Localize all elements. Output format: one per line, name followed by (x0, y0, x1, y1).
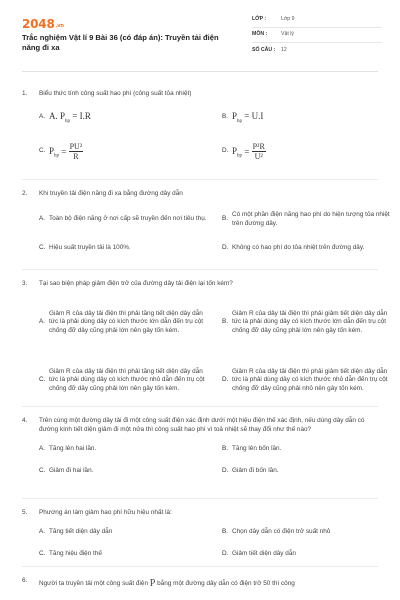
question-head (22, 80, 378, 99)
question-text: Khi truyền tải điện năng đi xa bằng đường dây dẫn (39, 190, 183, 197)
option-text: Chọn dây dẫn có điện trở suất nhỏ (232, 528, 331, 536)
option-text: Giảm đi hai lần. (49, 466, 94, 474)
option-text: Tăng lên bốn lần. (232, 444, 282, 452)
option-text: Giảm R của dây tải điện thì phải giảm tiết diện dây dẫn tức là phải dùng dây có kích thước nhỏ dẫn đến trụ cột chống đỡ dây cũng phải nhỏ nên gây tốn kém. (232, 367, 388, 392)
option-text: Không có hao phí do tỏa nhiệt trên đường dây. (232, 244, 365, 252)
formula-prefix: A. (49, 110, 58, 121)
option-label: B. (222, 318, 229, 326)
option-label: D. (222, 550, 229, 558)
formula-sub: hp (237, 118, 243, 124)
option-grid (22, 103, 378, 171)
option-d[interactable] (222, 544, 395, 566)
option-label: A. (39, 215, 46, 223)
option-text: Tăng lên hai lần. (49, 444, 97, 452)
option-label: A. (39, 444, 46, 452)
option-c[interactable] (39, 354, 212, 408)
question-list (22, 72, 390, 591)
option-grid (22, 522, 378, 566)
meta-key: LỚP : (252, 16, 267, 23)
formula-lhs: P (232, 110, 238, 121)
fraction-numerator: P²R (252, 141, 265, 151)
option-text: Giảm R của dây tải điện thì phải giảm tiết diện dây dẫn tức là phải dùng dây có kích thước lớn dẫn đến trụ cột chống đỡ dây cũng phải lớn nên gây tốn kém. (232, 309, 388, 334)
option-text: Giảm đi bốn lần. (232, 466, 279, 474)
option-label: A. (39, 113, 46, 121)
question-text-after: bằng một đường dây dẫn có điện trở 50 thì công (157, 580, 295, 587)
option-b[interactable] (222, 296, 395, 350)
option-label: C. (39, 550, 46, 558)
logo-suffix: .vn (55, 23, 64, 29)
option-label: B. (222, 528, 229, 536)
option-b[interactable] (222, 438, 395, 460)
question-2 (22, 180, 390, 270)
option-b[interactable] (222, 205, 395, 235)
question-text: Trên cùng một đường dây tải đi một công suất điện xác định dưới một hiệu điện thế xác định, nếu dùng dây dẫn có đường kính tiết diện giảm đi một nửa thì công suất hao phí vì toả nhiệt sẽ thay đổi như thế nào? (39, 417, 365, 433)
question-text: Biểu thức tính công suất hao phí (công suất tỏa nhiệt) (39, 90, 192, 97)
option-d[interactable] (222, 235, 395, 263)
question-6 (22, 567, 378, 591)
option-text: Tăng hiệu điện thế (49, 550, 102, 558)
option-label: A. (39, 318, 46, 326)
question-head (22, 499, 378, 518)
question-4 (22, 407, 378, 499)
option-grid (22, 296, 388, 408)
formula (49, 110, 91, 126)
question-5 (22, 499, 378, 567)
question-3 (22, 270, 388, 407)
question-text: Tại sao biện pháp giảm điện trở của đường dây tải điện lại tốn kém? (39, 280, 233, 287)
question-text: Phương án làm giảm hao phí hữu hiệu nhất là: (39, 509, 172, 516)
fraction (252, 142, 266, 161)
option-text: Giảm tiết diện dây dẫn (232, 550, 296, 558)
question-head (22, 270, 378, 289)
formula-lhs: P (232, 145, 238, 156)
meta-value: Lớp 9 (281, 16, 295, 23)
option-text: Có một phần điện năng hao phí do hiện tượng tỏa nhiệt trên đường dây. (232, 211, 390, 227)
fraction-denominator: R (73, 152, 79, 162)
formula-rhs: = I.R (72, 110, 91, 121)
option-d[interactable] (222, 354, 395, 408)
document-header (22, 0, 378, 72)
formula: $P_{hp}$ = $\frac{\text{P²R}}{\text{U²}}$ (232, 141, 265, 162)
question-head (22, 567, 378, 591)
meta-value: Vật lý (281, 31, 294, 38)
question-text-before: Người ta truyền tải một công suất điện (39, 580, 148, 587)
option-text: Giảm R của dây tải điện thì phải tăng tiết diện dây dẫn tức là phải dùng dây có kích thước lớn dẫn đến trụ cột chống đỡ dây cũng phải lớn nên gây tốn kém. (49, 309, 204, 334)
option-label: C. (39, 244, 46, 252)
option-a[interactable] (39, 438, 212, 460)
option-text: Tăng tiết diện dây dẫn (49, 528, 113, 536)
meta-row-count (252, 43, 382, 58)
meta-table (252, 13, 382, 58)
option-label: B. (222, 113, 229, 121)
fraction-numerator: PU² (69, 141, 83, 151)
option-b[interactable] (222, 103, 395, 133)
question-head (22, 180, 378, 199)
power-symbol: P (149, 578, 156, 589)
meta-row-class (252, 13, 382, 28)
meta-key: SỐ CÂU : (252, 46, 276, 53)
formula (232, 110, 263, 126)
option-grid (22, 438, 378, 482)
question-text (39, 577, 378, 591)
formula-sub: hp (54, 153, 60, 159)
site-logo[interactable] (22, 16, 64, 32)
formula: $P_{hp}$ = $\frac{\text{PU²}}{R}$ (49, 141, 83, 162)
option-a[interactable] (39, 522, 212, 544)
option-a[interactable] (39, 296, 212, 350)
document-title: Trắc nghiệm Vật lí 9 Bài 36 (có đáp án): Truyền tải điện năng đi xa (22, 33, 219, 53)
formula-lhs: P (60, 110, 66, 121)
option-c[interactable] (39, 460, 212, 482)
option-d[interactable] (222, 460, 395, 482)
formula-sub: hp (237, 153, 243, 159)
question-number: 6. (22, 577, 28, 584)
logo-main: 2048 (22, 17, 55, 31)
question-number: 3. (22, 280, 28, 287)
fraction (69, 142, 84, 161)
option-text: Hiệu suất truyền tải là 100%. (49, 244, 131, 252)
option-a[interactable] (39, 103, 212, 133)
question-number: 1. (22, 90, 28, 97)
option-grid (22, 205, 390, 263)
option-text: Toàn bộ điện năng ở nơi cấp sẽ truyền đến nơi tiêu thụ. (49, 215, 207, 223)
option-label: D. (222, 244, 229, 252)
option-a[interactable] (39, 205, 212, 235)
question-1 (22, 80, 378, 180)
meta-value: 12 (281, 46, 287, 53)
option-d[interactable] (222, 133, 395, 171)
option-label: B. (222, 215, 229, 223)
option-label: C. (39, 376, 46, 384)
option-label: D. (222, 376, 229, 384)
question-number: 5. (22, 509, 28, 516)
option-c[interactable] (39, 235, 212, 263)
formula-lhs: P (49, 145, 55, 156)
option-label: A. (39, 528, 46, 536)
question-number: 4. (22, 417, 28, 424)
question-number: 2. (22, 190, 28, 197)
formula-sub: hp (65, 118, 71, 124)
meta-key: MÔN : (252, 31, 268, 38)
option-text: Giảm R của dây tải điện thì phải tăng tiết diện dây dẫn tức là phải dùng dây có kích thước nhỏ dẫn đến trụ cột chống đỡ dây cũng phải lớn nên gây tốn kém. (49, 367, 205, 392)
option-label: D. (222, 466, 229, 474)
option-b[interactable] (222, 522, 395, 544)
option-c[interactable] (39, 544, 212, 566)
question-head (22, 407, 378, 434)
formula-rhs: = U.I (244, 110, 264, 121)
option-c[interactable] (39, 133, 212, 171)
fraction-denominator: U² (254, 152, 263, 162)
option-label: D. (222, 147, 229, 155)
option-label: B. (222, 444, 229, 452)
option-label: C. (39, 466, 46, 474)
option-label: C. (39, 147, 46, 155)
meta-row-subject (252, 28, 382, 43)
